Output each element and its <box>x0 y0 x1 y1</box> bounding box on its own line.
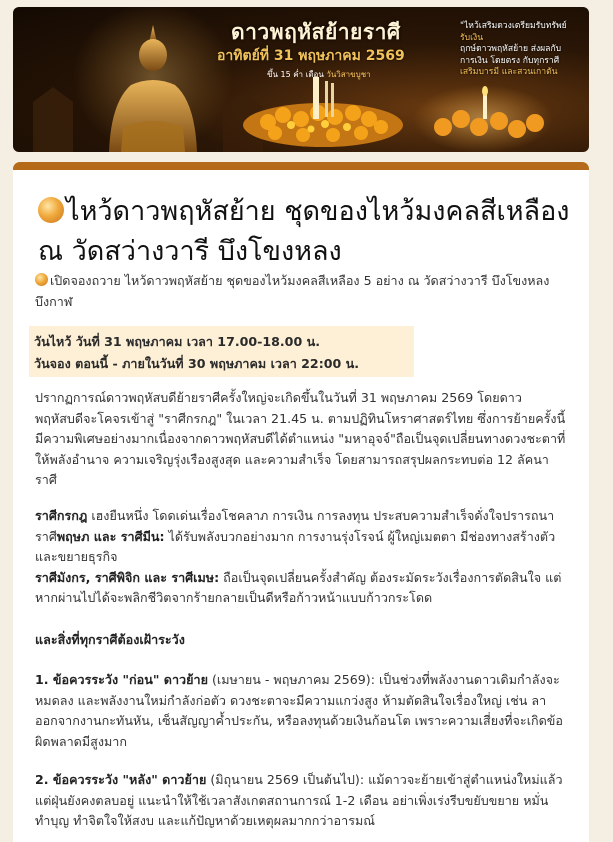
warning-item-2-text: (มิถุนายน 2569 เป็นต้นไป): แม้ดาวจะย้ายเข้าสู่ตำแหน่งใหม่แล้ว แต่ฝุ่นยังคงตลบอยู่ แนะนำให้ใช้เวลาสังเกตสถานการณ์ 1-2 เดือน อย่าเพิ่งเร่งรีบขยับขยาย หมั่นทำบุญ ทำจิตใจให้สงบ และแก้ปัญหาด้วยเหตุผลมากกว่าอารมณ์ <box>35 772 563 828</box>
banner-tagline-gold: เสริมบารมี และสวนเกาตัน <box>460 67 558 77</box>
zodiac-effects <box>35 506 568 609</box>
worship-date: วันไหว้ วันที่ 31 พฤษภาคม เวลา 17.00-18.00 น. <box>34 334 320 349</box>
banner-tagline-line: ฤกษ์ดาวพฤหัสย้าย ส่งผลกับ <box>460 44 562 54</box>
golden-orb-small-icon <box>35 273 48 286</box>
zodiac-cancer-label: ราศีกรกฎ <box>35 508 88 523</box>
booking-deadline: วันจอง ตอนนี้ - ภายในวันที่ 30 พฤษภาคม เวลา 22:00 น. <box>34 356 360 371</box>
zodiac-capricorn-scorpio-aries-label: ราศีมังกร, ราศีพิจิก และ ราศีเมษ: <box>35 569 220 585</box>
warning-item-2 <box>35 770 568 832</box>
banner-title: ดาวพฤหัสย้ายราศี <box>231 20 401 44</box>
offering-tray-icon <box>243 77 403 147</box>
banner-lunar-highlight: วันวิสาขบูชา <box>326 70 371 79</box>
zodiac-taurus-pisces-label: พฤษภ และ ราศีมีน: <box>56 528 165 544</box>
article-title-text: ไหว้ดาวพฤหัสย้าย ชุดของไหว้มงคลสีเหลือง ณ วัดสว่างวารี บึงโขงหลง <box>38 196 570 267</box>
buddha-statue-icon <box>73 7 233 152</box>
zodiac-taurus-pisces-text: ได้รับพลังบวกอย่างมาก การงานรุ่งโรจน์ ผู้ใหญ่เมตตา มีช่องทางสร้างตัวและขยายธุรกิจ <box>35 528 556 564</box>
schedule-highlight <box>29 326 414 377</box>
section-title-warnings: และสิ่งที่ทุกราศีต้องเฝ้าระวัง <box>35 632 185 647</box>
banner-tagline-line: รับเงิน <box>460 32 484 43</box>
banner-lunar-prefix: ขึ้น 15 ค่ำ เดือน <box>267 70 324 79</box>
banner-date: อาทิตย์ที่ 31 พฤษภาคม 2569 <box>217 48 405 64</box>
hero-banner <box>13 7 589 152</box>
warning-item-1-heading: 1. ข้อควรระวัง "ก่อน" ดาวย้าย <box>35 672 208 687</box>
article-intro-text: เปิดจองถวาย ไหว้ดาวพฤหัสย้าย ชุดของไหว้มงคลสีเหลือง 5 อย่าง ณ วัดสว่างวารี บึงโขงหลง บึงกาฬ <box>35 273 550 309</box>
article-paragraph-1: ปรากฏการณ์ดาวพฤหัสบดีย้ายราศีครั้งใหญ่จะเกิดขึ้นในวันที่ 31 พฤษภาคม 2569 โดยดาวพฤหัสบดีจะโคจรเข้าสู่ "ราศีกรกฎ" ในเวลา 21.45 น. ตามปฏิทินโหราศาสตร์ไทย ซึ่งการย้ายครั้งนี้มีความพิเศษอย่างมากเนื่องจากดาวพฤหัสบดีได้ตำแหน่ง "มหาอุจจ์"ถือเป็นจุดเปลี่ยนทางดวงชะตาที่ให้พลังอำนาจ ความเจริญรุ่งเรืองสูงสุด และความสำเร็จ โดยสามารถสรุปผลกระทบต่อ 12 ลัคนาราศี <box>35 390 566 487</box>
banner-tagline-line: การเงิน โดยตรง กับทุกราศี <box>460 55 560 66</box>
banner-tagline-line: "ไหว้เสริมดวงเตรียมรับทรัพย์ <box>460 21 567 31</box>
warning-item-1-text: (เมษายน - พฤษภาคม 2569): เป็นช่วงที่พลังงานดาวเดิมกำลังจะหมดลง และพลังงานใหม่กำลังก่อตัว ดวงชะตาจะมีความแกว่งสูง ห้ามตัดสินใจเรื่องใหญ่ เช่น ลาออกจากงานกะทันหัน, เซ็นสัญญาค้ำประกัน, หรือลงทุนด้วยเงินก้อนโต เพราะความเสี่ยงที่จะเกิดข้อผิดพลาดมีสูงมาก <box>35 672 563 749</box>
article-card <box>13 162 589 842</box>
banner-lunar-date <box>267 68 371 81</box>
article-intro <box>35 271 568 312</box>
zodiac-cancer-text: เฮงยืนหนึ่ง โดดเด่นเรื่องโชคลาภ การเงิน การลงทุน ประสบความสำเร็จดั่งใจปรารถนาราศี <box>35 508 555 544</box>
banner-tagline <box>460 21 586 79</box>
warning-item-1 <box>35 670 568 752</box>
article-title <box>38 192 578 272</box>
warning-item-2-heading: 2. ข้อควรระวัง "หลัง" ดาวย้าย <box>35 772 207 787</box>
zodiac-capricorn-scorpio-aries-text: ถือเป็นจุดเปลี่ยนครั้งสำคัญ ต้องระมัดระวังเรื่องการตัดสินใจ แต่หากผ่านไปได้จะพลิกชีวิตจากร้ายกลายเป็นดีหรือก้าวหน้าแบบก้าวกระโดด <box>35 569 562 605</box>
golden-orb-icon <box>38 197 64 223</box>
